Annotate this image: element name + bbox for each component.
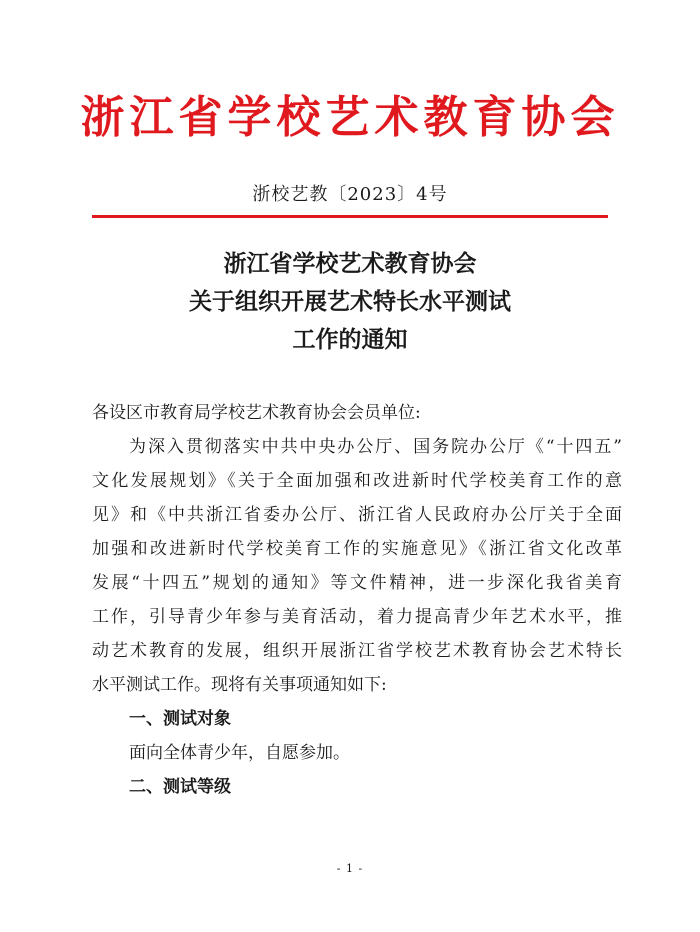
notice-title [0, 245, 700, 359]
notice-body [92, 396, 622, 804]
section-text-1: 面向全体青少年，自愿参加。 [129, 743, 350, 763]
paragraph-line: 见》和《中共浙江省委办公厅、浙江省人民政府办公厅关于全面 [92, 505, 622, 525]
paragraph-line: 发展“十四五”规划的通知》等文件精神，进一步深化我省美育 [92, 573, 622, 593]
red-divider-line [92, 215, 608, 218]
section-heading-1: 一、测试对象 [129, 709, 231, 729]
organization-header: 浙江省学校艺术教育协会 [80, 92, 620, 143]
paragraph-line: 水平测试工作。现将有关事项通知如下: [92, 675, 387, 695]
document-number: 浙校艺教〔2023〕4号 [252, 184, 448, 205]
salutation: 各设区市教育局学校艺术教育协会会员单位: [92, 403, 421, 423]
section-heading-2: 二、测试等级 [129, 777, 231, 797]
paragraph-line: 文化发展规划》《关于全面加强和改进新时代学校美育工作的意 [92, 471, 622, 491]
paragraph-line: 动艺术教育的发展，组织开展浙江省学校艺术教育协会艺术特长 [92, 641, 622, 661]
title-line-2: 关于组织开展艺术特长水平测试 [189, 288, 511, 315]
title-line-1: 浙江省学校艺术教育协会 [223, 250, 477, 277]
paragraph-line: 加强和改进新时代学校美育工作的实施意见》《浙江省文化改革 [92, 539, 622, 559]
paragraph-line: 工作，引导青少年参与美育活动，着力提高青少年艺术水平，推 [92, 607, 622, 627]
paragraph-line: 为深入贯彻落实中共中央办公厅、国务院办公厅《“十四五” [129, 437, 622, 457]
title-line-3: 工作的通知 [292, 326, 408, 353]
page-number: - 1 - [336, 862, 364, 875]
